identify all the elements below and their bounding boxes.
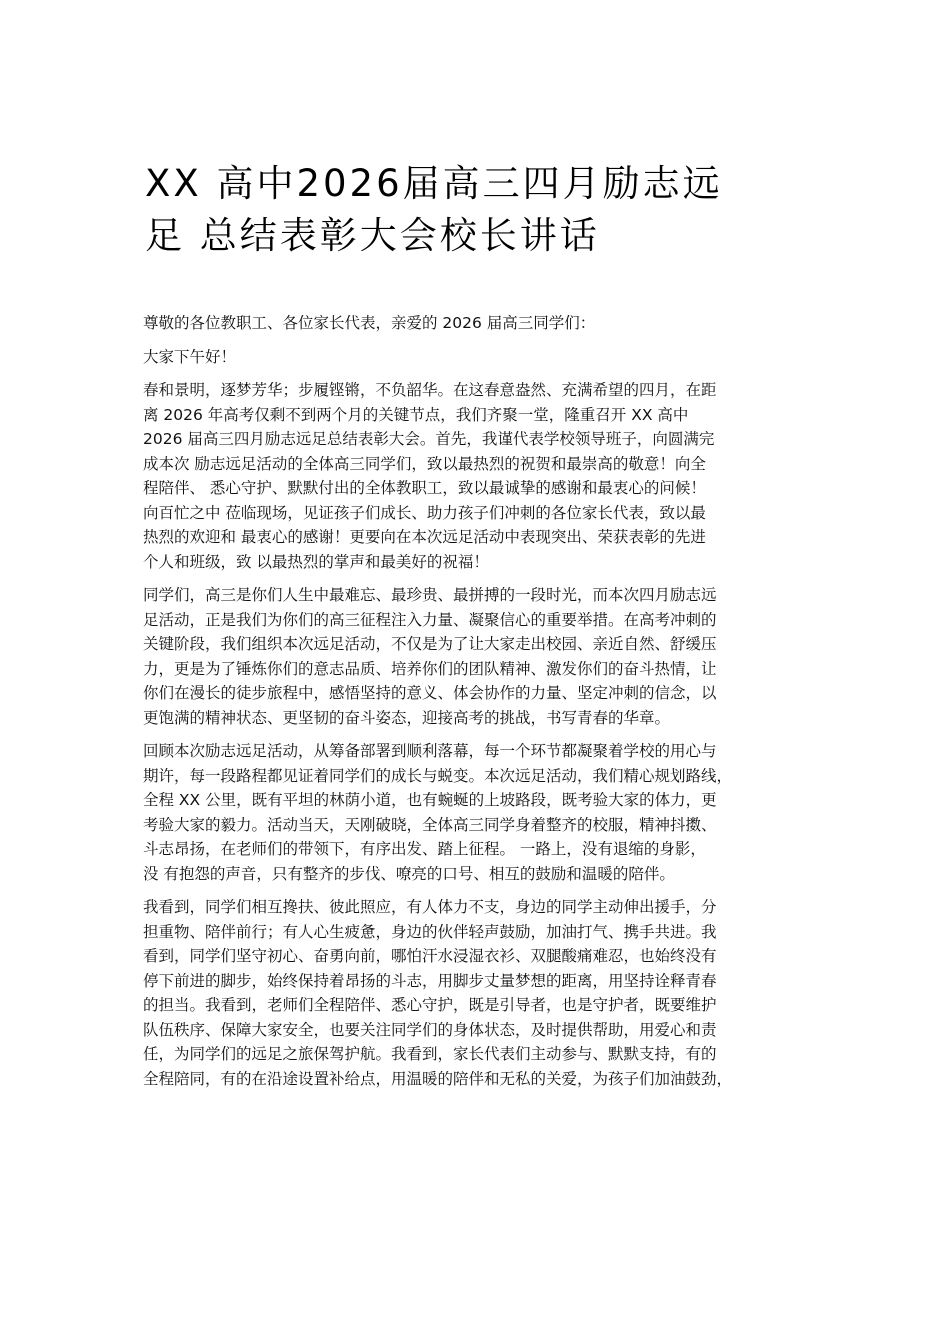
text-line: 看到，同学们坚守初心、奋勇向前，哪怕汗水浸湿衣衫、双腿酸痛难忍，也始终没有 — [143, 947, 717, 965]
text-line: 期许，每一段路程都见证着同学们的成长与蜕变。本次远足活动，我们精心规划路线， — [143, 766, 733, 785]
text-line: 更饱满的精神状态、更坚韧的奋斗姿态，迎接高考的挑战，书写青春的华章。 — [143, 708, 671, 727]
text-line: 关键阶段，我们组织本次远足活动，不仅是为了让大家走出校园、亲近自然、舒缓压 — [143, 635, 717, 653]
body-paragraph — [143, 378, 815, 574]
text-line: 大家下午好！ — [143, 347, 237, 366]
text-line: 斗志昂扬，在老师们的带领下，有序出发、踏上征程。 一路上，没有退缩的身影， — [143, 840, 706, 858]
text-line: 停下前进的脚步，始终保持着昂扬的斗志，用脚步丈量梦想的距离，用坚持诠释青春 — [143, 971, 717, 990]
salutation-paragraph — [143, 311, 815, 336]
text-line: 考验大家的毅力。活动当天，天刚破晓，全体高三同学身着整齐的校服，精神抖擞、 — [143, 815, 717, 834]
text-line: 全程 XX 公里，既有平坦的林荫小道，也有蜿蜒的上坡路段，既考验大家的体力，更 — [143, 791, 717, 809]
body-paragraph — [143, 895, 815, 1091]
text-line: 足活动，正是我们为你们的高三征程注入力量、凝聚信心的重要举措。在高考冲刺的 — [143, 610, 717, 629]
text-line: 尊敬的各位教职工、各位家长代表，亲爱的 2026 届高三同学们： — [143, 314, 596, 332]
greeting-paragraph — [143, 345, 815, 370]
text-line: 力，更是为了锤炼你们的意志品质、培养你们的团队精神、激发你们的奋斗热情，让 — [143, 659, 717, 678]
text-line: 你们在漫长的徒步旅程中，感悟坚持的意义、体会协作的力量、坚定冲刺的信念，以 — [143, 684, 717, 702]
body-paragraph — [143, 583, 815, 730]
text-line: 热烈的欢迎和 最衷心的感谢！更要向在本次远足活动中表现突出、荣获表彰的先进 — [143, 528, 706, 546]
text-line: 离 2026 年高考仅剩不到两个月的关键节点，我们齐聚一堂，隆重召开 XX 高中 — [143, 405, 689, 424]
text-line: 回顾本次励志远足活动，从筹备部署到顺利落幕，每一个环节都凝聚着学校的用心与 — [143, 742, 717, 760]
text-line: 任，为同学们的远足之旅保驾护航。我看到，家长代表们主动参与、默默支持，有的 — [143, 1045, 717, 1063]
document-title — [145, 158, 825, 262]
text-line: 没 有抱怨的声音，只有整齐的步伐、嘹亮的口号、相互的鼓励和温暖的陪伴。 — [143, 864, 675, 883]
text-line: 个人和班级，致 以最热烈的掌声和最美好的祝福！ — [143, 552, 489, 571]
text-line: 春和景明，逐梦芳华；步履铿锵，不负韶华。在这春意盎然、充满希望的四月，在距 — [143, 381, 717, 399]
text-line: 同学们，高三是你们人生中最难忘、最珍贵、最拼搏的一段时光，而本次四月励志远 — [143, 586, 717, 604]
text-line: 向百忙之中 莅临现场，见证孩子们成长、助力孩子们冲刺的各位家长代表，致以最 — [143, 503, 706, 522]
title-line: XX 高中2026届高三四月励志远 — [145, 162, 723, 205]
text-line: 程陪伴、 悉心守护、默默付出的全体教职工，致以最诚挚的感谢和最衷心的问候！ — [143, 479, 706, 497]
text-line: 我看到，同学们相互搀扶、彼此照应，有人体力不支，身边的同学主动伸出援手，分 — [143, 898, 717, 916]
text-line: 担重物、陪伴前行；有人心生疲惫，身边的伙伴轻声鼓励，加油打气、携手共进。我 — [143, 922, 717, 941]
title-line: 足 总结表彰大会校长讲话 — [145, 214, 600, 257]
text-line: 2026 届高三四月励志远足总结表彰大会。首先，我谨代表学校领导班子，向圆满完 — [143, 430, 715, 448]
text-line: 队伍秩序、保障大家安全，也要关注同学们的身体状态，及时提供帮助，用爱心和责 — [143, 1020, 717, 1039]
text-line: 的担当。我看到，老师们全程陪伴、悉心守护，既是引导者，也是守护者，既要维护 — [143, 996, 717, 1014]
text-line: 成本次 励志远足活动的全体高三同学们，致以最热烈的祝贺和最崇高的敬意！向全 — [143, 454, 706, 473]
text-line: 全程陪同，有的在沿途设置补给点，用温暖的陪伴和无私的关爱，为孩子们加油鼓劲， — [143, 1069, 733, 1088]
document-body — [143, 311, 815, 1091]
body-paragraph — [143, 739, 815, 886]
